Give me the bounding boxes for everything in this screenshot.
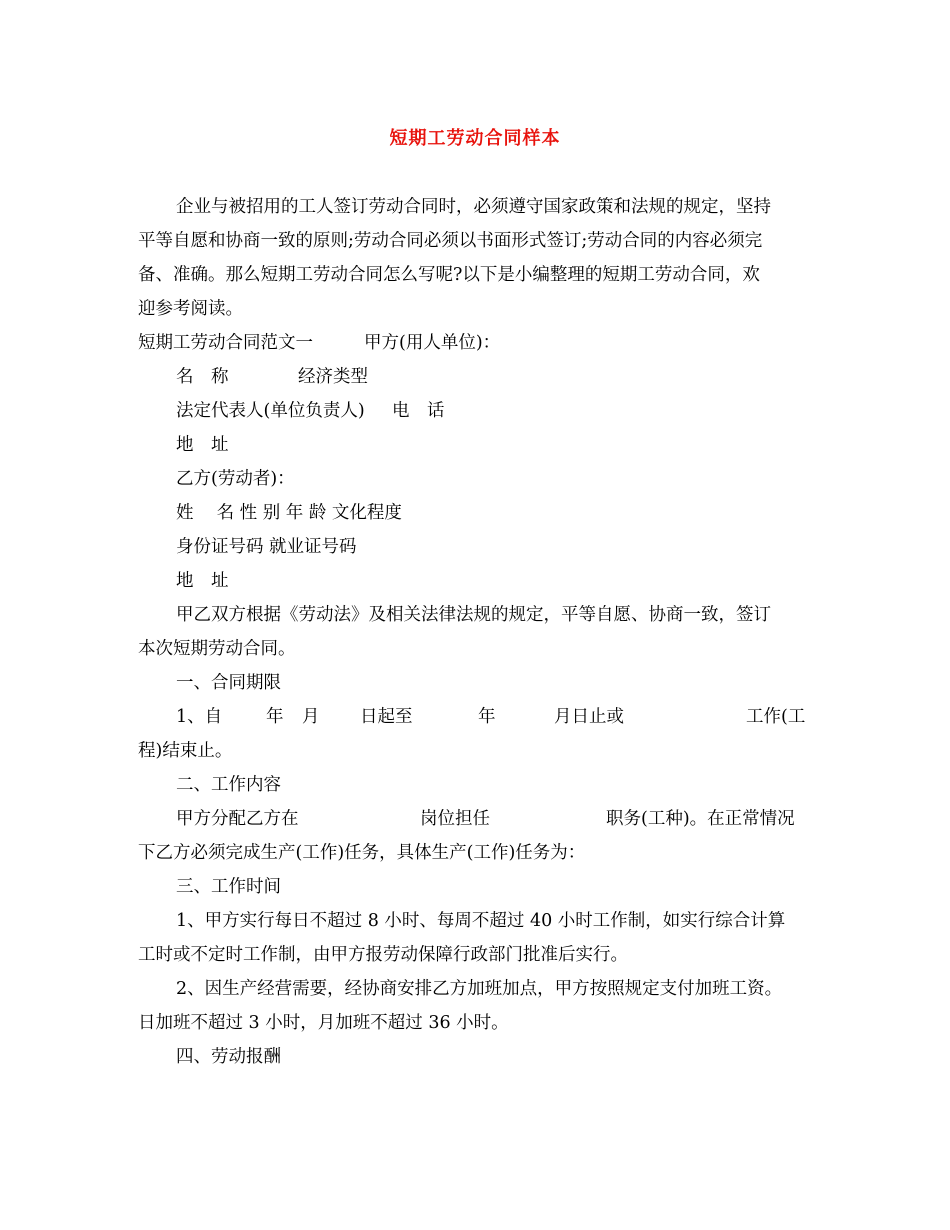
section-3-title: 三、工作时间 <box>176 877 281 897</box>
party-b-label: 乙方(劳动者)： <box>176 469 295 489</box>
party-a-address-label: 地 址 <box>176 435 229 455</box>
agreement-line-2: 本次短期劳动合同。 <box>138 639 296 659</box>
section-1-title: 一、合同期限 <box>176 673 281 693</box>
assignment-role-label: 岗位担任 <box>420 809 490 829</box>
party-b-fields-row-1: 姓 名 性 别 年 龄 文化程度 <box>176 503 402 523</box>
section-3-item-2-line-1: 2、因生产经营需要，经协商安排乙方加班加点，甲方按照规定支付加班工资。 <box>176 979 783 999</box>
party-a-label: 甲方(用人单位)： <box>364 333 501 353</box>
section-4-title: 四、劳动报酬 <box>176 1047 281 1067</box>
section-3-item-1-line-2: 工时或不定时工作制，由甲方报劳动保障行政部门批准后实行。 <box>138 945 628 965</box>
section-2-assignment-line <box>0 807 950 831</box>
section-1-term-line-2: 程)结束止。 <box>138 741 233 761</box>
term-year-label: 年 <box>266 707 284 727</box>
term-day-start-label: 日起至 <box>360 707 413 727</box>
section-3-item-2-line-2: 日加班不超过 3 小时，月加班不超过 36 小时。 <box>138 1013 509 1033</box>
term-work-label: 工作(工 <box>746 707 806 727</box>
assignment-duty-label: 职务(工种)。在正常情况 <box>606 809 795 829</box>
intro-text-1: 企业与被招用的工人签订劳动合同时，必须遵守国家政策和法规的规定，坚持 <box>176 197 771 217</box>
party-a-legal-rep-label: 法定代表人(单位负责人) <box>176 401 365 421</box>
sample-heading: 短期工劳动合同范文一 <box>138 333 313 353</box>
party-b-address-label: 地 址 <box>176 571 229 591</box>
party-a-name-label: 名 称 <box>176 367 229 387</box>
section-2-title: 二、工作内容 <box>176 775 281 795</box>
term-end-year-label: 年 <box>478 707 496 727</box>
section-3-item-1-line-1: 1、甲方实行每日不超过 8 小时、每周不超过 40 小时工作制，如实行综合计算 <box>176 911 786 931</box>
party-b-fields-row-2: 身份证号码 就业证号码 <box>176 537 357 557</box>
document-title: 短期工劳动合同样本 <box>389 128 561 149</box>
intro-line-3: 备、准确。那么短期工劳动合同怎么写呢?以下是小编整理的短期工劳动合同，欢 <box>138 265 760 285</box>
section-1-term-line <box>0 705 950 729</box>
section-2-assignment-line-2: 下乙方必须完成生产(工作)任务，具体生产(工作)任务为： <box>138 843 586 863</box>
intro-line-2: 平等自愿和协商一致的原则;劳动合同必须以书面形式签订;劳动合同的内容必须完 <box>138 231 763 251</box>
intro-line-4: 迎参考阅读。 <box>138 299 243 319</box>
term-month-label: 月 <box>302 707 320 727</box>
party-a-economic-type-label: 经济类型 <box>298 367 368 387</box>
term-end-month-day-label: 月日止或 <box>554 707 624 727</box>
agreement-line-1: 甲乙双方根据《劳动法》及相关法律法规的规定，平等自愿、协商一致，签订 <box>176 605 771 625</box>
assignment-position-label: 甲方分配乙方在 <box>176 809 299 829</box>
party-a-phone-label: 电 话 <box>392 401 445 421</box>
term-from-label: 1、自 <box>176 707 223 727</box>
intro-line-1 <box>176 195 812 219</box>
